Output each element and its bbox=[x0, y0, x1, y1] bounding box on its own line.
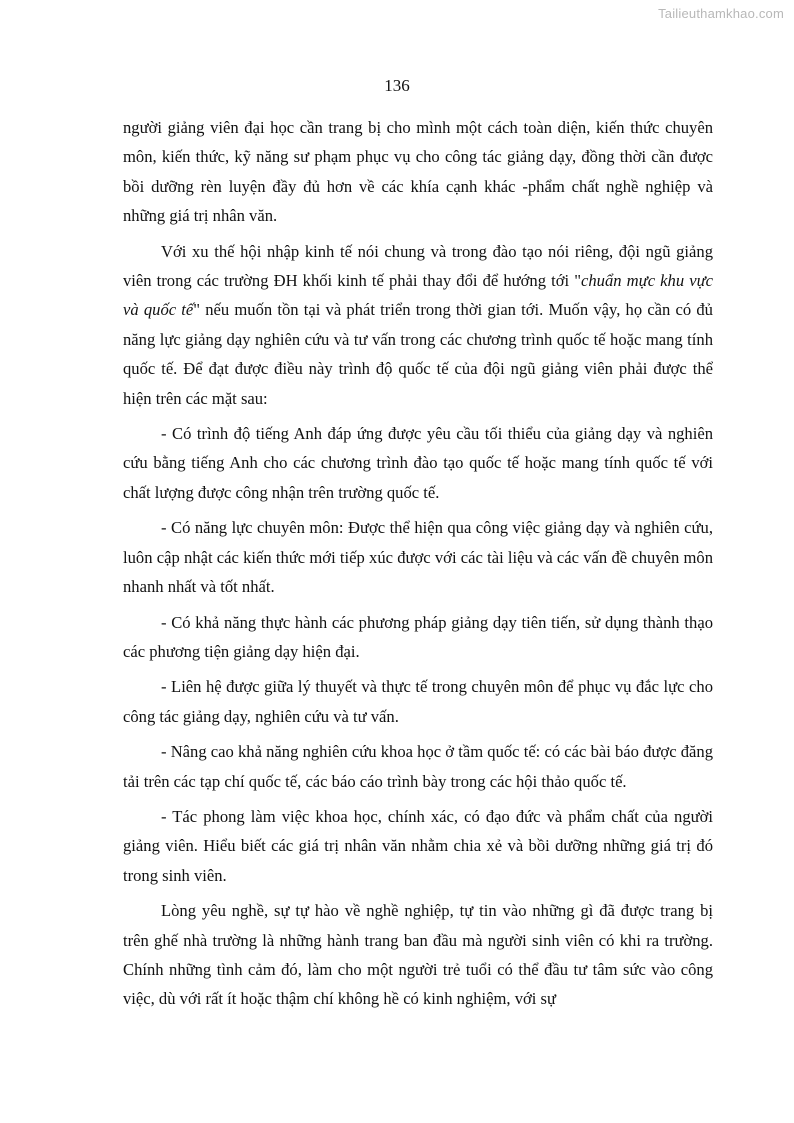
paragraph-love-of-profession: Lòng yêu nghề, sự tự hào về nghề nghiệp, tự tin vào những gì đã được trang bị trên ghế nhà trường là những hành trang ban đầu mà người sinh viên có khi ra trường. Chính những tình cảm đó, làm cho một người trẻ tuổi có thể đầu tư tâm sức vào công việc, dù với rất ít hoặc thậm chí không hề có kinh nghiệm, với sự bbox=[123, 901, 713, 1009]
paragraph-continuation: người giảng viên đại học cần trang bị cho mình một cách toàn diện, kiến thức chuyên môn, kiến thức, kỹ năng sư phạm phục vụ cho công tác giảng dạy, đồng thời cần được bồi dưỡng rèn luyện đầy đủ hơn về các khía cạnh khác -phẩm chất nghề nghiệp và những giá trị nhân văn. bbox=[123, 118, 713, 226]
paragraph-text-before: Với xu thế hội nhập kinh tế nói chung và trong đào tạo nói riêng, đội ngũ giảng viên trong các trường ĐH khối kinh tế phải thay đổi để hướng tới " bbox=[123, 241, 713, 291]
page-number: 136 bbox=[384, 76, 410, 95]
bullet-teaching-methods: - Có khả năng thực hành các phương pháp giảng dạy tiên tiến, sử dụng thành thạo các phương tiện giảng dạy hiện đại. bbox=[123, 612, 713, 661]
bullet-english-proficiency: - Có trình độ tiếng Anh đáp ứng được yêu cầu tối thiểu của giảng dạy và nghiên cứu bằng tiếng Anh cho các chương trình đào tạo quốc tế hoặc mang tính quốc tế với chất lượng được công nhận trên trường quốc tế. bbox=[123, 424, 713, 502]
bullet-work-ethic: - Tác phong làm việc khoa học, chính xác, có đạo đức và phẩm chất của người giảng viên. Hiểu biết các giá trị nhân văn nhằm chia xẻ và bồi dưỡng những giá trị đó trong sinh viên. bbox=[123, 806, 713, 885]
bullet-theory-practice: - Liên hệ được giữa lý thuyết và thực tế trong chuyên môn để phục vụ đắc lực cho công tác giảng dạy, nghiên cứu và tư vấn. bbox=[123, 677, 713, 726]
bullet-research-capacity: - Nâng cao khả năng nghiên cứu khoa học ở tầm quốc tế: có các bài báo được đăng tải trên các tạp chí quốc tế, các báo cáo trình bày trong các hội thảo quốc tế. bbox=[123, 742, 713, 791]
emphasis-quote: chuẩn mực khu vực và quốc tế bbox=[123, 271, 713, 320]
bullet-professional-competence: - Có năng lực chuyên môn: Được thể hiện qua công việc giảng dạy và nghiên cứu, luôn cập nhật các kiến thức mới tiếp xúc được với các tài liệu và các vấn đề chuyên môn nhanh nhất và tốt nhất. bbox=[123, 518, 713, 597]
document-body bbox=[123, 113, 713, 1014]
paragraph-text-after: " nếu muốn tồn tại và phát triển trong thời gian tới. Muốn vậy, họ cần có đủ năng lực giảng dạy nghiên cứu và tư vấn trong các chương trình quốc tế hoặc mang tính quốc tế. Để đạt được điều này trình độ quốc tế của đội ngũ giảng viên phải được thể hiện trên các mặt sau: bbox=[123, 300, 713, 408]
paragraph-international-standards bbox=[123, 237, 713, 413]
watermark: Tailieuthamkhao.com bbox=[658, 6, 784, 21]
